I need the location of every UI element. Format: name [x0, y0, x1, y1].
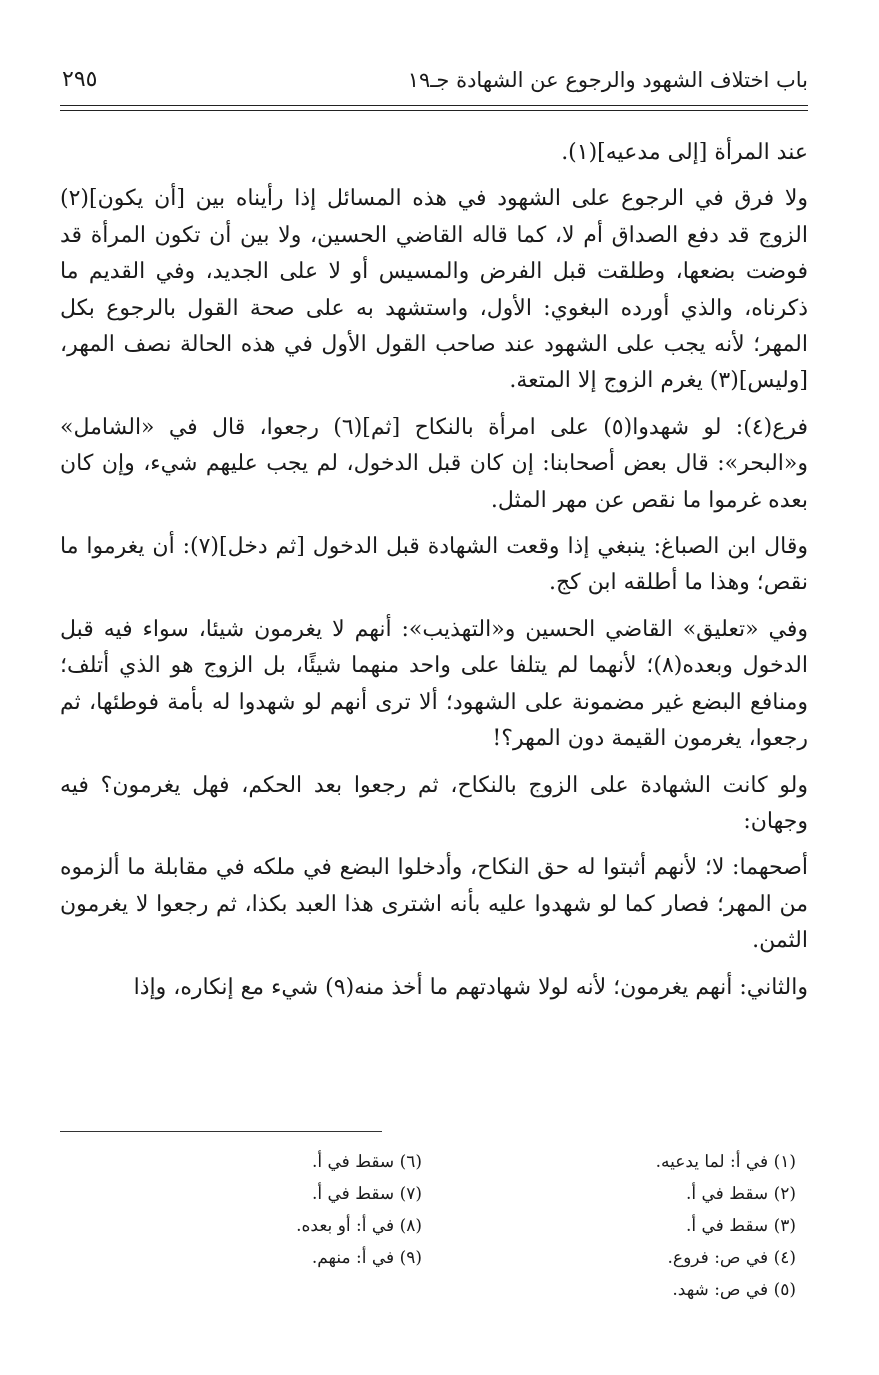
- header-double-rule: [60, 105, 808, 111]
- book-page: [60, 60, 808, 1300]
- footnote-separator: [60, 1131, 382, 1132]
- footnote-column-2: [72, 1146, 422, 1306]
- paragraph-1: عند المرأة [إلى مدعيه](١).: [561, 140, 808, 165]
- paragraph-7: أصحهما: لا؛ لأنهم أثبتوا له حق النكاح، وأدخلوا البضع في ملكه في مقابلة ما ألزموه من المهر؛ فصار كما لو شهدوا عليه بأنه اشترى هذا العبد بكذا، ثم رجعوا لا يغرمون الثمن.: [60, 855, 808, 954]
- footnote-5: (٥) في ص: شهد.: [672, 1280, 796, 1300]
- paragraph-8: والثاني: أنهم يغرمون؛ لأنه لولا شهادتهم ما أخذ منه(٩) شيء مع إنكاره، وإذا: [133, 974, 808, 1000]
- footnote-1: (١) في أ: لما يدعيه.: [655, 1152, 796, 1172]
- footnote-7: (٧) سقط في أ.: [311, 1184, 422, 1204]
- page-number: ٢٩٥: [62, 67, 98, 92]
- footnote-column-1: [422, 1146, 808, 1306]
- footnotes: [60, 1146, 808, 1306]
- footnote-9: (٩) في أ: منهم.: [311, 1248, 422, 1268]
- paragraph-3: فرع(٤): لو شهدوا(٥) على امرأة بالنكاح [ثم](٦) رجعوا، قال في «الشامل» و«البحر»: قال بعض أصحابنا: إن كان قبل الدخول، لم يجب عليهم شيء، وإن كان بعده غرموا ما نقص عن مهر المثل.: [60, 414, 808, 513]
- footnote-2: (٢) سقط في أ.: [685, 1184, 796, 1204]
- running-header: [60, 60, 808, 100]
- paragraph-4: وقال ابن الصباغ: ينبغي إذا وقعت الشهادة قبل الدخول [ثم دخل](٧): أن يغرموا ما نقص؛ وهذا ما أطلقه ابن كج.: [60, 534, 808, 596]
- footnote-8: (٨) في أ: أو بعده.: [296, 1216, 422, 1236]
- main-text: [60, 135, 808, 1016]
- paragraph-6: ولو كانت الشهادة على الزوج بالنكاح، ثم رجعوا بعد الحكم، فهل يغرمون؟ فيه وجهان:: [60, 772, 808, 834]
- chapter-title: باب اختلاف الشهود والرجوع عن الشهادة جـ١٩: [407, 68, 808, 92]
- footnote-4: (٤) في ص: فروع.: [667, 1248, 796, 1268]
- footnote-3: (٣) سقط في أ.: [685, 1216, 796, 1236]
- paragraph-5: وفي «تعليق» القاضي الحسين و«التهذيب»: أنهم لا يغرمون شيئا، سواء فيه قبل الدخول وبعده(٨)؛ لأنهما لم يتلفا على واحد منهما شيئًا، بل الزوج هو الذي أتلف؛ ومنافع البضع غير مضمونة على الشهود؛ ألا ترى أنهم لو شهدوا له بأمة فوطئها، ثم رجعوا، يغرمون القيمة دون المهر؟!: [60, 616, 808, 752]
- footnote-6: (٦) سقط في أ.: [311, 1152, 422, 1172]
- paragraph-2: ولا فرق في الرجوع على الشهود في هذه المسائل إذا رأيناه بين [أن يكون](٢) الزوج قد دفع الصداق أم لا، كما قاله القاضي الحسين، ولا بين أن تكون المرأة قد فوضت بضعها، وطلقت قبل الفرض والمسيس أو لا على الجديد، وفي القديم ما ذكرناه، والذي أورده البغوي: الأول، واستشهد به على صحة القول بالرجوع بكل المهر؛ لأنه يجب على الشهود عند صاحب القول الأول في هذه الحالة نصف المهر، [وليس](٣) يغرم الزوج إلا المتعة.: [60, 186, 808, 394]
